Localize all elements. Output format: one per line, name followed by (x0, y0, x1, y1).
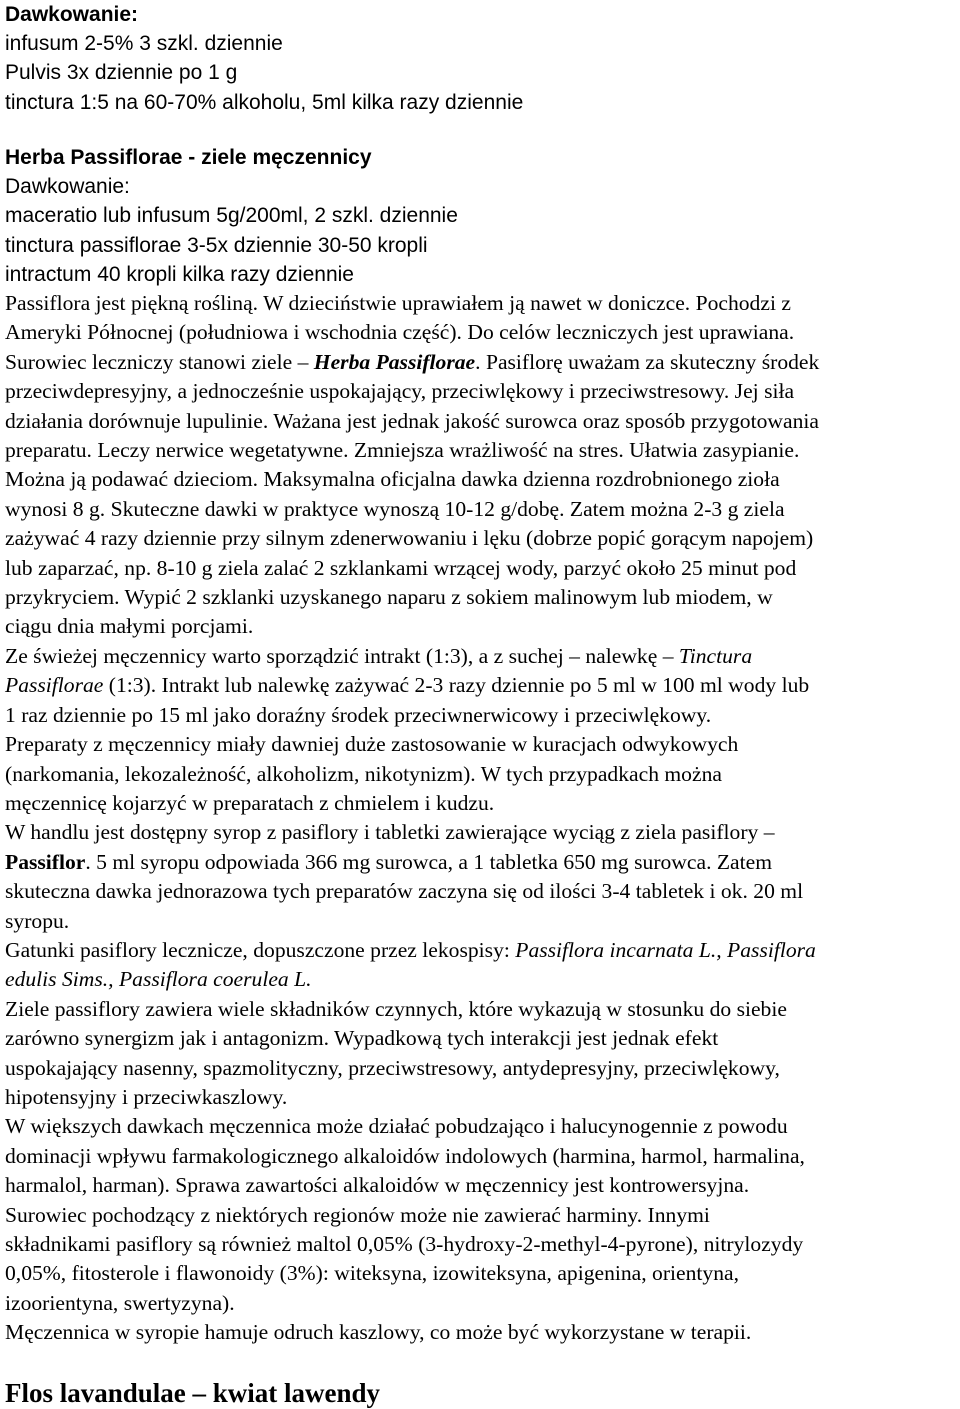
section-heading: Herba Passiflorae - ziele męczennicy (5, 146, 372, 169)
paragraph-line: Ziele passiflory zawiera wiele składników czynnych, które wykazują w stosunku do siebie (5, 996, 787, 1021)
paragraph-line: hipotensyjny i przeciwkaszlowy. (5, 1084, 288, 1109)
paragraph-line: 1 raz dziennie po 15 ml jako doraźny środek przeciwnerwicowy i przeciwlękowy. (5, 702, 712, 727)
dosage-line-3: intractum 40 kropli kilka razy dziennie (5, 262, 354, 286)
paragraph-line: preparatu. Leczy nerwice wegetatywne. Zmniejsza wrażliwość na stres. Ułatwia zasypianie. (5, 438, 800, 463)
body-text (5, 289, 960, 1348)
paragraph-line: harmalol, harman). Sprawa zawartości alkaloidów w męczennicy jest kontrowersyjna. (5, 1173, 750, 1198)
paragraph-line (5, 348, 960, 377)
paragraph-line: W handlu jest dostępny syrop z pasiflory i tabletki zawierające wyciąg z ziela pasiflory – (5, 820, 775, 845)
paragraph-line: lub zaparzać, np. 8-10 g ziela zalać 2 szklankami wrzącej wody, parzyć około 25 minut pod (5, 555, 797, 580)
latin-name: Herba Passiflorae (313, 349, 476, 374)
paragraph-line: Można ją podawać dzieciom. Maksymalna oficjalna dawka dzienna rozdrobnionego zioła (5, 467, 780, 492)
latin-name: Tinctura (678, 643, 753, 668)
dosage-line-2: tinctura passiflorae 3-5x dziennie 30-50 kropli (5, 233, 428, 257)
paragraph-line: Surowiec pochodzący z niektórych regionów może nie zawierać harminy. Innymi (5, 1202, 710, 1227)
paragraph-line: Ameryki Północnej (południowa i wschodnia część). Do celów leczniczych jest uprawiana. (5, 320, 795, 345)
paragraph-line: męczennicę kojarzyć w preparatach z chmielem i kudzu. (5, 790, 495, 815)
dosage-line-1: infusum 2-5% 3 szkl. dziennie (5, 32, 283, 56)
paragraph-line: edulis Sims., Passiflora coerulea L. (5, 967, 312, 992)
paragraph-line: skuteczna dawka jednorazowa tych preparatów zaczyna się od ilości 3-4 tabletek i ok. 20 ml (5, 879, 804, 904)
paragraph-line: Preparaty z męczennicy miały dawniej duże zastosowanie w kuracjach odwykowych (5, 732, 739, 757)
text-run: Gatunki pasiflory lecznicze, dopuszczone przez lekospisy: (5, 937, 516, 962)
paragraph-line: działania dorównuje lupulinie. Ważana jest jednak jakość surowca oraz sposób przygotowania (5, 408, 819, 433)
passiflora-section (5, 143, 960, 289)
paragraph-line (5, 936, 960, 965)
text-run: . 5 ml syropu odpowiada 366 mg surowca, a 1 tabletka 650 mg surowca. Zatem (85, 849, 773, 874)
dosage-line-3: tinctura 1:5 na 60-70% alkoholu, 5ml kilka razy dziennie (5, 90, 524, 114)
paragraph-line: uspokajający nasenny, spazmolityczny, przeciwstresowy, antydepresyjny, przeciwlękowy, (5, 1055, 780, 1080)
paragraph-line (5, 671, 960, 700)
product-name: Passiflor (5, 849, 86, 874)
section-heading-lavender: Flos lavandulae – kwiat lawendy (5, 1378, 381, 1408)
paragraph-line: 0,05%, fitosterole i flawonoidy (3%): witeksyna, izowiteksyna, apigenina, orientyna, (5, 1261, 739, 1286)
paragraph-line: W większych dawkach męczennica może działać pobudzająco i halucynogennie z powodu (5, 1114, 788, 1139)
dosage-heading: Dawkowanie: (5, 3, 139, 26)
paragraph-line: syropu. (5, 908, 70, 933)
dosage-label: Dawkowanie: (5, 175, 130, 199)
paragraph-line: dominacji wpływu farmakologicznego alkaloidów indolowych (harmina, harmol, harmalina, (5, 1143, 805, 1168)
paragraph-line (5, 848, 960, 877)
paragraph-line: izoorientyna, swertyzyna). (5, 1290, 235, 1315)
paragraph-line: przeciwdepresyjny, a jednocześnie uspokajający, przeciwlękowy i przeciwstresowy. Jej siła (5, 379, 795, 404)
text-run: . Pasiflorę uważam za skuteczny środek (475, 349, 820, 374)
paragraph-line: Męczennica w syropie hamuje odruch kaszlowy, co może być wykorzystane w terapii. (5, 1320, 752, 1345)
latin-name: Passiflora incarnata L., Passiflora (515, 937, 816, 962)
paragraph-line: zarówno synergizm jak i antagonizm. Wypadkową tych interakcji jest jednak efekt (5, 1026, 719, 1051)
paragraph-line: przykryciem. Wypić 2 szklanki uzyskanego naparu z sokiem malinowym lub miodem, w (5, 585, 773, 610)
paragraph-line (5, 642, 960, 671)
paragraph-line: ciągu dnia małymi porcjami. (5, 614, 254, 639)
latin-name: Passiflorae (5, 673, 104, 698)
paragraph-line: składnikami pasiflory są również maltol 0,05% (3-hydroxy-2-methyl-4-pyrone), nitrylozydy (5, 1232, 804, 1256)
paragraph-line: (narkomania, lekozależność, alkoholizm, nikotynizm). W tych przypadkach można (5, 761, 722, 786)
paragraph-line: wynosi 8 g. Skuteczne dawki w praktyce wynoszą 10-12 g/dobę. Zatem można 2-3 g ziela (5, 496, 785, 521)
text-run: Surowiec leczniczy stanowi ziele – (5, 349, 314, 374)
dosage-line-1: maceratio lub infusum 5g/200ml, 2 szkl. dziennie (5, 204, 458, 228)
paragraph-line: zażywać 4 razy dziennie przy silnym zdenerwowaniu i lęku (dobrze popić gorącym napojem) (5, 526, 814, 551)
text-run: (1:3). Intrakt lub nalewkę zażywać 2-3 razy dziennie po 5 ml w 100 ml wody lub (103, 673, 810, 698)
text-run: Ze świeżej męczennicy warto sporządzić intrakt (1:3), a z suchej – nalewkę – (5, 643, 679, 668)
dosage-line-2: Pulvis 3x dziennie po 1 g (5, 61, 238, 85)
paragraph-line: Passiflora jest piękną rośliną. W dzieciństwie uprawiałem ją nawet w doniczce. Pochodzi z (5, 291, 791, 315)
dosage-block-1 (5, 0, 960, 117)
